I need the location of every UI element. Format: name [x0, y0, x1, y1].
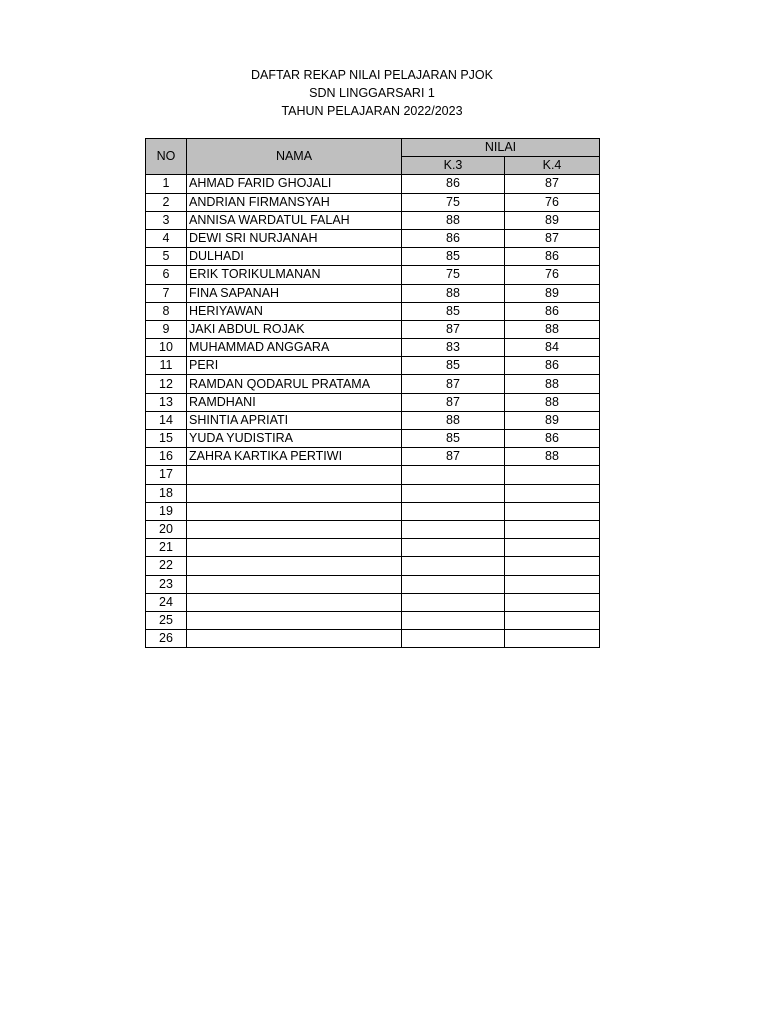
student-name: RAMDHANI	[187, 393, 402, 411]
student-name: YUDA YUDISTIRA	[187, 430, 402, 448]
score-k3: 85	[402, 357, 505, 375]
grade-table	[145, 138, 600, 648]
score-k4	[505, 611, 600, 629]
row-number: 26	[146, 630, 187, 648]
header-name: NAMA	[187, 139, 402, 175]
table-row	[146, 484, 600, 502]
table-row	[146, 448, 600, 466]
student-name: DEWI SRI NURJANAH	[187, 229, 402, 247]
table-row	[146, 593, 600, 611]
student-name	[187, 502, 402, 520]
student-name: AHMAD FARID GHOJALI	[187, 175, 402, 193]
header-k4: K.4	[505, 157, 600, 175]
row-number: 17	[146, 466, 187, 484]
score-k3: 85	[402, 302, 505, 320]
student-name: ZAHRA KARTIKA PERTIWI	[187, 448, 402, 466]
table-row	[146, 630, 600, 648]
table-row	[146, 430, 600, 448]
student-name: SHINTIA APRIATI	[187, 411, 402, 429]
score-k3: 87	[402, 393, 505, 411]
score-k3	[402, 611, 505, 629]
table-row	[146, 611, 600, 629]
student-name	[187, 539, 402, 557]
row-number: 12	[146, 375, 187, 393]
table-row	[146, 266, 600, 284]
score-k3: 85	[402, 430, 505, 448]
score-k3: 88	[402, 411, 505, 429]
table-row	[146, 575, 600, 593]
score-k3: 86	[402, 229, 505, 247]
score-k4: 87	[505, 229, 600, 247]
row-number: 15	[146, 430, 187, 448]
row-number: 5	[146, 248, 187, 266]
score-k3	[402, 502, 505, 520]
score-k4	[505, 539, 600, 557]
table-row	[146, 375, 600, 393]
student-name	[187, 611, 402, 629]
table-row	[146, 211, 600, 229]
table-row	[146, 411, 600, 429]
student-name	[187, 466, 402, 484]
table-row	[146, 284, 600, 302]
table-row	[146, 539, 600, 557]
table-row	[146, 248, 600, 266]
row-number: 23	[146, 575, 187, 593]
score-k4	[505, 466, 600, 484]
student-name	[187, 630, 402, 648]
row-number: 8	[146, 302, 187, 320]
score-k3: 75	[402, 266, 505, 284]
score-k3: 87	[402, 320, 505, 338]
row-number: 11	[146, 357, 187, 375]
table-row	[146, 502, 600, 520]
row-number: 3	[146, 211, 187, 229]
row-number: 19	[146, 502, 187, 520]
score-k3	[402, 484, 505, 502]
score-k3	[402, 520, 505, 538]
table-row	[146, 339, 600, 357]
student-name	[187, 557, 402, 575]
table-row	[146, 466, 600, 484]
academic-year: TAHUN PELAJARAN 2022/2023	[281, 104, 463, 118]
score-k4: 84	[505, 339, 600, 357]
student-name: ERIK TORIKULMANAN	[187, 266, 402, 284]
score-k4	[505, 575, 600, 593]
row-number: 14	[146, 411, 187, 429]
score-k3	[402, 630, 505, 648]
student-name: JAKI ABDUL ROJAK	[187, 320, 402, 338]
score-k3: 88	[402, 284, 505, 302]
header-no: NO	[146, 139, 187, 175]
score-k4: 89	[505, 211, 600, 229]
row-number: 24	[146, 593, 187, 611]
row-number: 13	[146, 393, 187, 411]
score-k3: 83	[402, 339, 505, 357]
score-k4: 87	[505, 175, 600, 193]
row-number: 4	[146, 229, 187, 247]
row-number: 18	[146, 484, 187, 502]
score-k3	[402, 593, 505, 611]
score-k4	[505, 520, 600, 538]
row-number: 16	[146, 448, 187, 466]
score-k4: 86	[505, 302, 600, 320]
header-k3: K.3	[402, 157, 505, 175]
table-row	[146, 175, 600, 193]
score-k4: 86	[505, 248, 600, 266]
student-name: ANNISA WARDATUL FALAH	[187, 211, 402, 229]
row-number: 21	[146, 539, 187, 557]
score-k3	[402, 539, 505, 557]
student-name: HERIYAWAN	[187, 302, 402, 320]
table-row	[146, 520, 600, 538]
score-k4	[505, 630, 600, 648]
table-row	[146, 229, 600, 247]
score-k3: 86	[402, 175, 505, 193]
student-name: PERI	[187, 357, 402, 375]
score-k4: 89	[505, 284, 600, 302]
row-number: 7	[146, 284, 187, 302]
score-k4: 86	[505, 357, 600, 375]
student-name	[187, 520, 402, 538]
row-number: 9	[146, 320, 187, 338]
student-name	[187, 575, 402, 593]
row-number: 2	[146, 193, 187, 211]
row-number: 25	[146, 611, 187, 629]
score-k4: 76	[505, 266, 600, 284]
score-k3	[402, 466, 505, 484]
student-name: ANDRIAN FIRMANSYAH	[187, 193, 402, 211]
row-number: 22	[146, 557, 187, 575]
score-k4	[505, 484, 600, 502]
table-row	[146, 357, 600, 375]
school-name: SDN LINGGARSARI 1	[309, 86, 435, 100]
score-k3: 85	[402, 248, 505, 266]
score-k4: 76	[505, 193, 600, 211]
row-number: 1	[146, 175, 187, 193]
score-k3	[402, 575, 505, 593]
score-k3	[402, 557, 505, 575]
score-k4	[505, 593, 600, 611]
score-k3: 75	[402, 193, 505, 211]
table-row	[146, 302, 600, 320]
score-k4: 88	[505, 320, 600, 338]
document-title-block	[145, 66, 599, 120]
document-title: DAFTAR REKAP NILAI PELAJARAN PJOK	[251, 68, 493, 82]
student-name	[187, 484, 402, 502]
row-number: 20	[146, 520, 187, 538]
table-body	[146, 175, 600, 648]
student-name: DULHADI	[187, 248, 402, 266]
row-number: 6	[146, 266, 187, 284]
table-row	[146, 393, 600, 411]
row-number: 10	[146, 339, 187, 357]
score-k3: 88	[402, 211, 505, 229]
score-k4: 86	[505, 430, 600, 448]
table-row	[146, 320, 600, 338]
header-nilai: NILAI	[402, 139, 600, 157]
student-name: FINA SAPANAH	[187, 284, 402, 302]
score-k3: 87	[402, 448, 505, 466]
table-header	[146, 139, 600, 175]
score-k4: 88	[505, 448, 600, 466]
score-k4	[505, 557, 600, 575]
table-row	[146, 193, 600, 211]
student-name: RAMDAN QODARUL PRATAMA	[187, 375, 402, 393]
table-row	[146, 557, 600, 575]
score-k4	[505, 502, 600, 520]
score-k4: 88	[505, 375, 600, 393]
score-k4: 88	[505, 393, 600, 411]
student-name: MUHAMMAD ANGGARA	[187, 339, 402, 357]
student-name	[187, 593, 402, 611]
score-k3: 87	[402, 375, 505, 393]
score-k4: 89	[505, 411, 600, 429]
